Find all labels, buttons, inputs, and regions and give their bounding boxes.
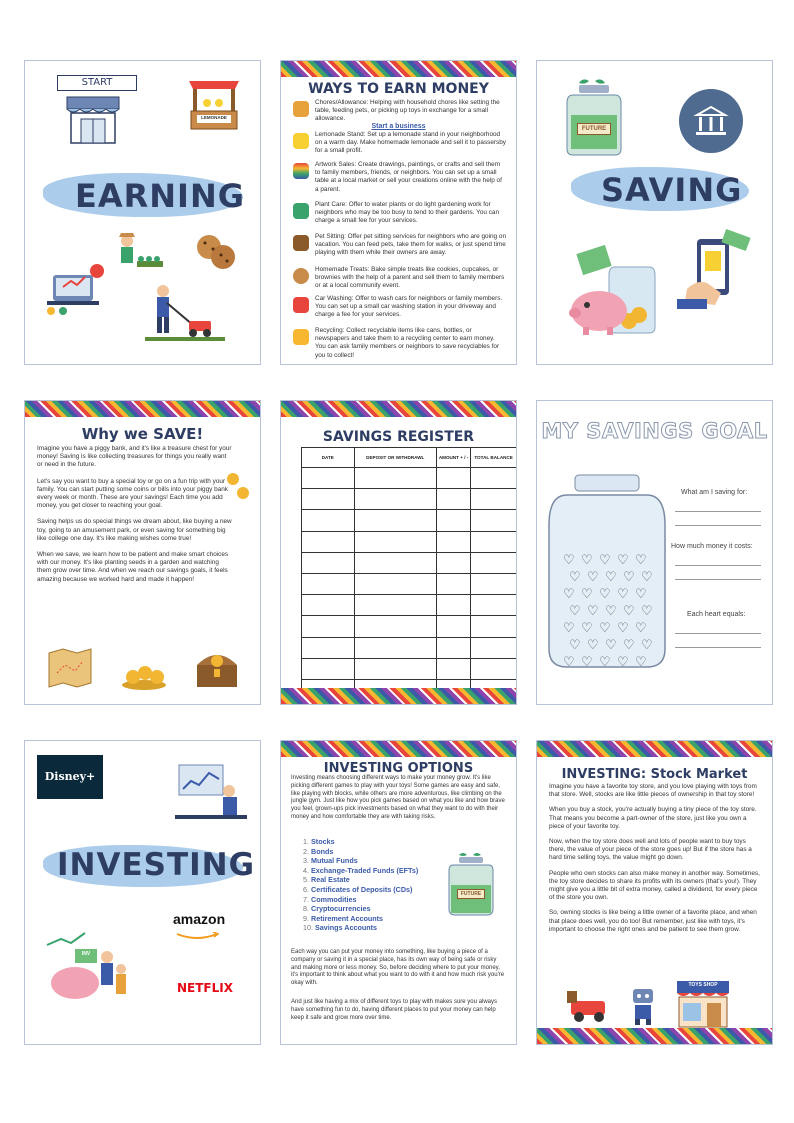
paragraph: Now, when the toy store does well and lots of people want to buy toys there, the value of your piece of the store goes up! But if the store has a hard time selling toys, the value might go down.: [549, 838, 752, 862]
earning-title: EARNING: [75, 177, 245, 215]
growth-chart-illustration: [45, 931, 135, 1015]
list-item: [293, 99, 506, 124]
register-cell[interactable]: [436, 489, 470, 510]
register-cell[interactable]: [471, 658, 517, 679]
rainbow-icon: [293, 163, 309, 179]
chores-icon: [293, 101, 309, 117]
item-number: 3.: [303, 856, 309, 866]
register-cell[interactable]: [471, 531, 517, 552]
register-cell[interactable]: [354, 595, 436, 616]
register-cell[interactable]: [436, 468, 470, 489]
item-text: Plant Care: Offer to water plants or do light gardening work for neighbors who may be too busy to tend to their gardens. You can charge a small fee for your services.: [315, 201, 500, 225]
heart-shape[interactable]: ♡: [641, 569, 653, 584]
heart-shape[interactable]: ♡: [617, 654, 629, 669]
heart-shape[interactable]: ♡: [635, 620, 647, 635]
list-item: [293, 131, 506, 156]
investing-cover-page: [24, 740, 261, 1045]
phone-payment-illustration: [677, 229, 753, 311]
list-item: [303, 895, 418, 905]
heart-shape[interactable]: ♡: [623, 637, 635, 652]
table-row: [302, 489, 517, 510]
page-title: INVESTING: Stock Market: [561, 767, 748, 782]
store-sign: TOYS SHOP: [688, 982, 718, 988]
list-item: [303, 923, 418, 933]
paragraph: Saving helps us do special things we dream about, like buying a new toy, going to an amusement park, or even saving for something big like college one day. It's like making wishes come true!: [37, 518, 232, 542]
heart-shape[interactable]: ♡: [581, 552, 593, 567]
decorative-border-top: [25, 401, 260, 417]
robot-toy-icon: [627, 985, 659, 1027]
page-title: INVESTING OPTIONS: [323, 761, 474, 776]
inv-tag: INV: [81, 951, 91, 957]
online-work-illustration: [43, 259, 109, 317]
decorative-border-top: [281, 61, 516, 77]
jar-label: FUTURE: [577, 123, 611, 135]
list-item: [303, 866, 418, 876]
page-title: MY SAVINGS GOAL: [541, 419, 768, 443]
register-cell[interactable]: [302, 658, 355, 679]
table-row: [302, 616, 517, 637]
netflix-logo: NETFLIX: [177, 981, 233, 995]
list-item: [293, 201, 506, 226]
item-number: 2.: [303, 846, 309, 856]
item-label: Mutual Funds: [311, 856, 358, 866]
register-cell[interactable]: [436, 573, 470, 594]
saving-cover-page: [536, 60, 773, 365]
heart-shape[interactable]: ♡: [581, 586, 593, 601]
col-total-balance: TOTAL BALANCE: [471, 448, 517, 468]
register-cell[interactable]: [471, 552, 517, 573]
item-text: Pet Sitting: Offer pet sitting services for neighbors who are going on vacation. You can feed pets, take them for walks, or just spend time playing with them while their owners are away.: [315, 233, 506, 257]
amazon-text: amazon: [173, 911, 226, 927]
answer-line[interactable]: [675, 579, 761, 580]
list-item: [293, 161, 506, 194]
paragraph: People who own stocks can also make money in another way. Sometimes, the toy store decides to share its profits with its owners (that's you!). They might give you a little bit of extra money, called a dividend, for every piece of the store you own.: [549, 869, 760, 902]
treasure-map-icon: [47, 647, 95, 689]
decorative-border-top: [281, 741, 516, 757]
register-cell[interactable]: [471, 616, 517, 637]
register-cell[interactable]: [302, 531, 355, 552]
heart-shape[interactable]: ♡: [641, 637, 653, 652]
item-text: Lemonade Stand: Set up a lemonade stand in your neighborhood on a warm day. Make homemade lemonade and sell it to passersby for a small profit.: [315, 131, 506, 155]
investing-options-page: [280, 740, 517, 1045]
item-number: 9.: [303, 913, 309, 923]
page-title: SAVINGS REGISTER: [322, 429, 475, 445]
item-number: 4.: [303, 865, 309, 875]
item-text: Chores/Allowance: Helping with household chores like setting the table, feeding pets, or picking up toys in exchange for a small allowance.: [315, 99, 500, 123]
heart-shape[interactable]: ♡: [605, 569, 617, 584]
amazon-smile-icon: [173, 932, 223, 940]
heart-shape[interactable]: ♡: [599, 586, 611, 601]
col-deposit-withdrawal: DEPOSIT OR WITHDRAWL: [354, 448, 436, 468]
dog-icon: [293, 235, 309, 251]
earning-cover-page: [24, 60, 261, 365]
heart-shape[interactable]: ♡: [617, 552, 629, 567]
page-title: WAYS TO EARN MONEY: [308, 81, 489, 97]
register-cell[interactable]: [354, 552, 436, 573]
intro-paragraph: Investing means choosing different ways to make your money grow. It's like picking different games to play with your toys! Some games are easy and safe, like playing with blocks, while others are more adventurous, like climbing on the jungle gym. Just like how you pick games based on what you like and how brave you feel, grown-ups pick investments based on what they want to do with their money and how comfortable they are with taking risks.: [291, 775, 505, 820]
q-cost: How much money it costs:: [671, 543, 753, 550]
cookies-icon: [195, 233, 239, 273]
item-number: 1.: [303, 837, 309, 846]
list-item: [303, 904, 418, 914]
recycle-icon: [293, 329, 309, 345]
decorative-border-bottom: [537, 1028, 772, 1044]
heart-shape[interactable]: ♡: [587, 637, 599, 652]
toy-car-icon: [565, 985, 613, 1025]
bank-icon: [679, 89, 743, 153]
item-number: 6.: [303, 884, 309, 894]
piggy-bank-illustration: [567, 243, 667, 339]
savings-goal-page: [536, 400, 773, 705]
register-cell[interactable]: [302, 573, 355, 594]
heart-shape[interactable]: ♡: [605, 603, 617, 618]
heart-shape[interactable]: ♡: [617, 620, 629, 635]
list-item: [293, 266, 506, 291]
item-number: 8.: [303, 904, 309, 914]
heart-shape[interactable]: ♡: [563, 620, 575, 635]
heart-shape[interactable]: ♡: [587, 603, 599, 618]
heart-shape[interactable]: ♡: [563, 654, 575, 669]
register-cell[interactable]: [436, 510, 470, 531]
heart-shape[interactable]: ♡: [635, 654, 647, 669]
register-cell[interactable]: [354, 658, 436, 679]
register-cell[interactable]: [471, 468, 517, 489]
item-text: Homemade Treats: Bake simple treats like cookies, cupcakes, or brownies with the help of a parent and sell them to family members or at a local community event.: [315, 266, 505, 290]
register-cell[interactable]: [436, 637, 470, 658]
investing-title: INVESTING: [57, 847, 256, 883]
item-label: Stocks: [311, 837, 335, 846]
register-cell[interactable]: [302, 616, 355, 637]
register-cell[interactable]: [354, 637, 436, 658]
page-title: Why we SAVE!: [81, 425, 204, 443]
col-date: DATE: [302, 448, 355, 468]
list-item: [293, 295, 506, 320]
table-row: [302, 531, 517, 552]
table-row: [302, 637, 517, 658]
answer-line[interactable]: [675, 633, 761, 634]
register-cell[interactable]: [436, 658, 470, 679]
heart-shape[interactable]: ♡: [605, 637, 617, 652]
register-cell[interactable]: [471, 510, 517, 531]
table-header-row: [302, 448, 517, 468]
register-cell[interactable]: [354, 616, 436, 637]
register-cell[interactable]: [471, 637, 517, 658]
heart-shape[interactable]: ♡: [581, 620, 593, 635]
table-row: [302, 573, 517, 594]
q-saving-for: What am I saving for:: [681, 489, 748, 496]
list-item: [293, 233, 506, 258]
heart-shape[interactable]: ♡: [587, 569, 599, 584]
saving-title: SAVING: [601, 171, 743, 209]
start-banner: START: [57, 75, 137, 91]
register-cell[interactable]: [436, 552, 470, 573]
stock-market-page: [536, 740, 773, 1045]
lemonade-label: LEMONADE: [201, 115, 227, 120]
list-item: [303, 914, 418, 924]
register-cell[interactable]: [302, 489, 355, 510]
heart-shape[interactable]: ♡: [599, 620, 611, 635]
paragraph: Imagine you have a favorite toy store, and you love playing with toys from that store. Well, stocks are like little pieces of ownership in that toy store!: [549, 783, 757, 799]
q-heart-equals: Each heart equals:: [687, 611, 746, 618]
why-text: [37, 445, 232, 584]
col-amount: AMOUNT + / -: [436, 448, 470, 468]
paragraph: And just like having a mix of different toys to play with makes sure you always have something fun to do, having different places to put your money can help keep it safe and grow more over time.: [291, 999, 497, 1021]
decorative-border-top: [537, 741, 772, 757]
paragraph: Let's say you want to buy a special toy or go on a fun trip with your family. You can start putting some coins or bills into your piggy bank every week or month. These are your savings! Each time you add money, you get closer to reaching your goal.: [37, 477, 228, 510]
paragraph: When you buy a stock, you're actually buying a tiny piece of the toy store. That means you become a part-owner of the store, just like you own a piece of your favorite toy.: [549, 806, 757, 830]
heart-shape[interactable]: ♡: [635, 586, 647, 601]
item-text: Car Washing: Offer to wash cars for neighbors or family members. You can set up a small car washing station in your driveway and charge a fee for your services.: [315, 295, 503, 319]
answer-line[interactable]: [675, 647, 761, 648]
answer-line[interactable]: [675, 565, 761, 566]
paragraph: So, owning stocks is like being a little owner of a favorite place, and when that place does well, you do too! But remember, just like with toys, it's important to choose the right ones and be patient to see them grow.: [549, 909, 757, 933]
coins-icon: [223, 471, 253, 501]
register-cell[interactable]: [302, 637, 355, 658]
item-number: 7.: [303, 894, 309, 904]
farmer-illustration: [113, 231, 165, 275]
answer-line[interactable]: [675, 511, 761, 512]
heart-shape[interactable]: ♡: [635, 552, 647, 567]
table-row: [302, 552, 517, 573]
register-cell[interactable]: [354, 468, 436, 489]
register-table: [301, 447, 517, 705]
list-item: [303, 875, 418, 885]
heart-shape[interactable]: ♡: [641, 603, 653, 618]
stock-text: [549, 783, 762, 934]
register-cell[interactable]: [354, 489, 436, 510]
item-text: Artwork Sales: Create drawings, paintings, or crafts and sell them to family members, friends, or neighbors. You can set up a small table at a local market or sell your creations online with the help of a parent.: [315, 161, 502, 193]
list-item: [303, 885, 418, 895]
car-icon: [293, 297, 309, 313]
mowing-lawn-illustration: [145, 283, 225, 343]
amazon-logo: [173, 911, 233, 945]
item-label: Certificates of Deposits (CDs): [311, 884, 413, 894]
heart-shape[interactable]: ♡: [599, 552, 611, 567]
heart-shape[interactable]: ♡: [569, 569, 581, 584]
item-number: 10.: [303, 923, 313, 933]
lemonade-icon: [293, 133, 309, 149]
decorative-border-bottom: [281, 688, 516, 704]
register-cell[interactable]: [471, 573, 517, 594]
toy-shop-icon: [673, 975, 733, 1029]
item-label: Savings Accounts: [315, 923, 378, 933]
register-cell[interactable]: [354, 573, 436, 594]
register-body: [302, 468, 517, 706]
list-item: [293, 327, 506, 360]
register-cell[interactable]: [436, 595, 470, 616]
register-cell[interactable]: [354, 510, 436, 531]
savings-register-page: [280, 400, 517, 705]
item-text: Recycling: Collect recyclable items like cans, bottles, or newspapers and take them to a recycling center to earn money. You can ask family members or neighbors to save recyclables for you to collect!: [315, 327, 500, 359]
table-row: [302, 468, 517, 489]
item-label: Real Estate: [311, 875, 350, 885]
register-cell[interactable]: [436, 616, 470, 637]
register-cell[interactable]: [302, 510, 355, 531]
disney-plus-logo: Disney+: [37, 755, 103, 799]
investing-options-list: [303, 837, 418, 933]
decorative-border-top: [281, 401, 516, 417]
list-item: [303, 856, 418, 866]
jar-label: FUTURE: [457, 889, 485, 899]
register-cell[interactable]: [302, 468, 355, 489]
register-cell[interactable]: [436, 531, 470, 552]
register-cell[interactable]: [471, 595, 517, 616]
register-cell[interactable]: [302, 552, 355, 573]
paragraph: Imagine you have a piggy bank, and it's like a treasure chest for your money! Saving is like collecting treasures for things you really want or need in the future.: [37, 445, 232, 469]
coin-pile-icon: [119, 655, 169, 691]
heart-shape[interactable]: ♡: [563, 552, 575, 567]
treasure-chest-icon: [191, 645, 243, 691]
future-jar-icon: [445, 851, 497, 917]
item-label: Cryptocurrencies: [311, 904, 371, 914]
table-row: [302, 658, 517, 679]
store-icon: [65, 95, 121, 145]
heart-shape[interactable]: ♡: [623, 603, 635, 618]
paragraph: Each way you can put your money into something, like buying a piece of a company or saving it in a special place, has its own way of being safe or risky and making more or less money. So, before deciding where to put your money, it's important to think about what you want to do with it and how much risk you're okay with.: [291, 949, 505, 987]
answer-line[interactable]: [675, 525, 761, 526]
analyst-illustration: [175, 761, 247, 825]
heart-shape[interactable]: ♡: [569, 603, 581, 618]
table-row: [302, 510, 517, 531]
list-item: [303, 837, 418, 847]
item-label: Exchange-Traded Funds (EFTs): [311, 865, 419, 875]
register-cell[interactable]: [354, 531, 436, 552]
item-label: Bonds: [311, 846, 334, 856]
item-number: 5.: [303, 875, 309, 885]
heart-shape[interactable]: ♡: [599, 654, 611, 669]
register-cell[interactable]: [471, 489, 517, 510]
table-row: [302, 595, 517, 616]
item-label: Commodities: [311, 894, 357, 904]
future-jar-icon: [561, 77, 627, 157]
heart-shape[interactable]: ♡: [617, 586, 629, 601]
heart-shape[interactable]: ♡: [563, 586, 575, 601]
plant-icon: [293, 203, 309, 219]
heart-shape[interactable]: ♡: [623, 569, 635, 584]
heart-shape[interactable]: ♡: [581, 654, 593, 669]
list-item: [303, 847, 418, 857]
start-business-heading: Start a business: [371, 123, 426, 130]
ways-to-earn-page: [280, 60, 517, 365]
item-label: Retirement Accounts: [311, 913, 384, 923]
heart-shape[interactable]: ♡: [569, 637, 581, 652]
register-cell[interactable]: [302, 595, 355, 616]
why-we-save-page: [24, 400, 261, 705]
paragraph: When we save, we learn how to be patient and make smart choices with our money. It's like planting seeds in a garden and watching them grow over time. And when we reach our savings goals, it feels amazing because we worked hard and made it happen!: [37, 551, 229, 583]
cookies-icon: [293, 268, 309, 284]
lemonade-stand-icon: [185, 75, 243, 133]
